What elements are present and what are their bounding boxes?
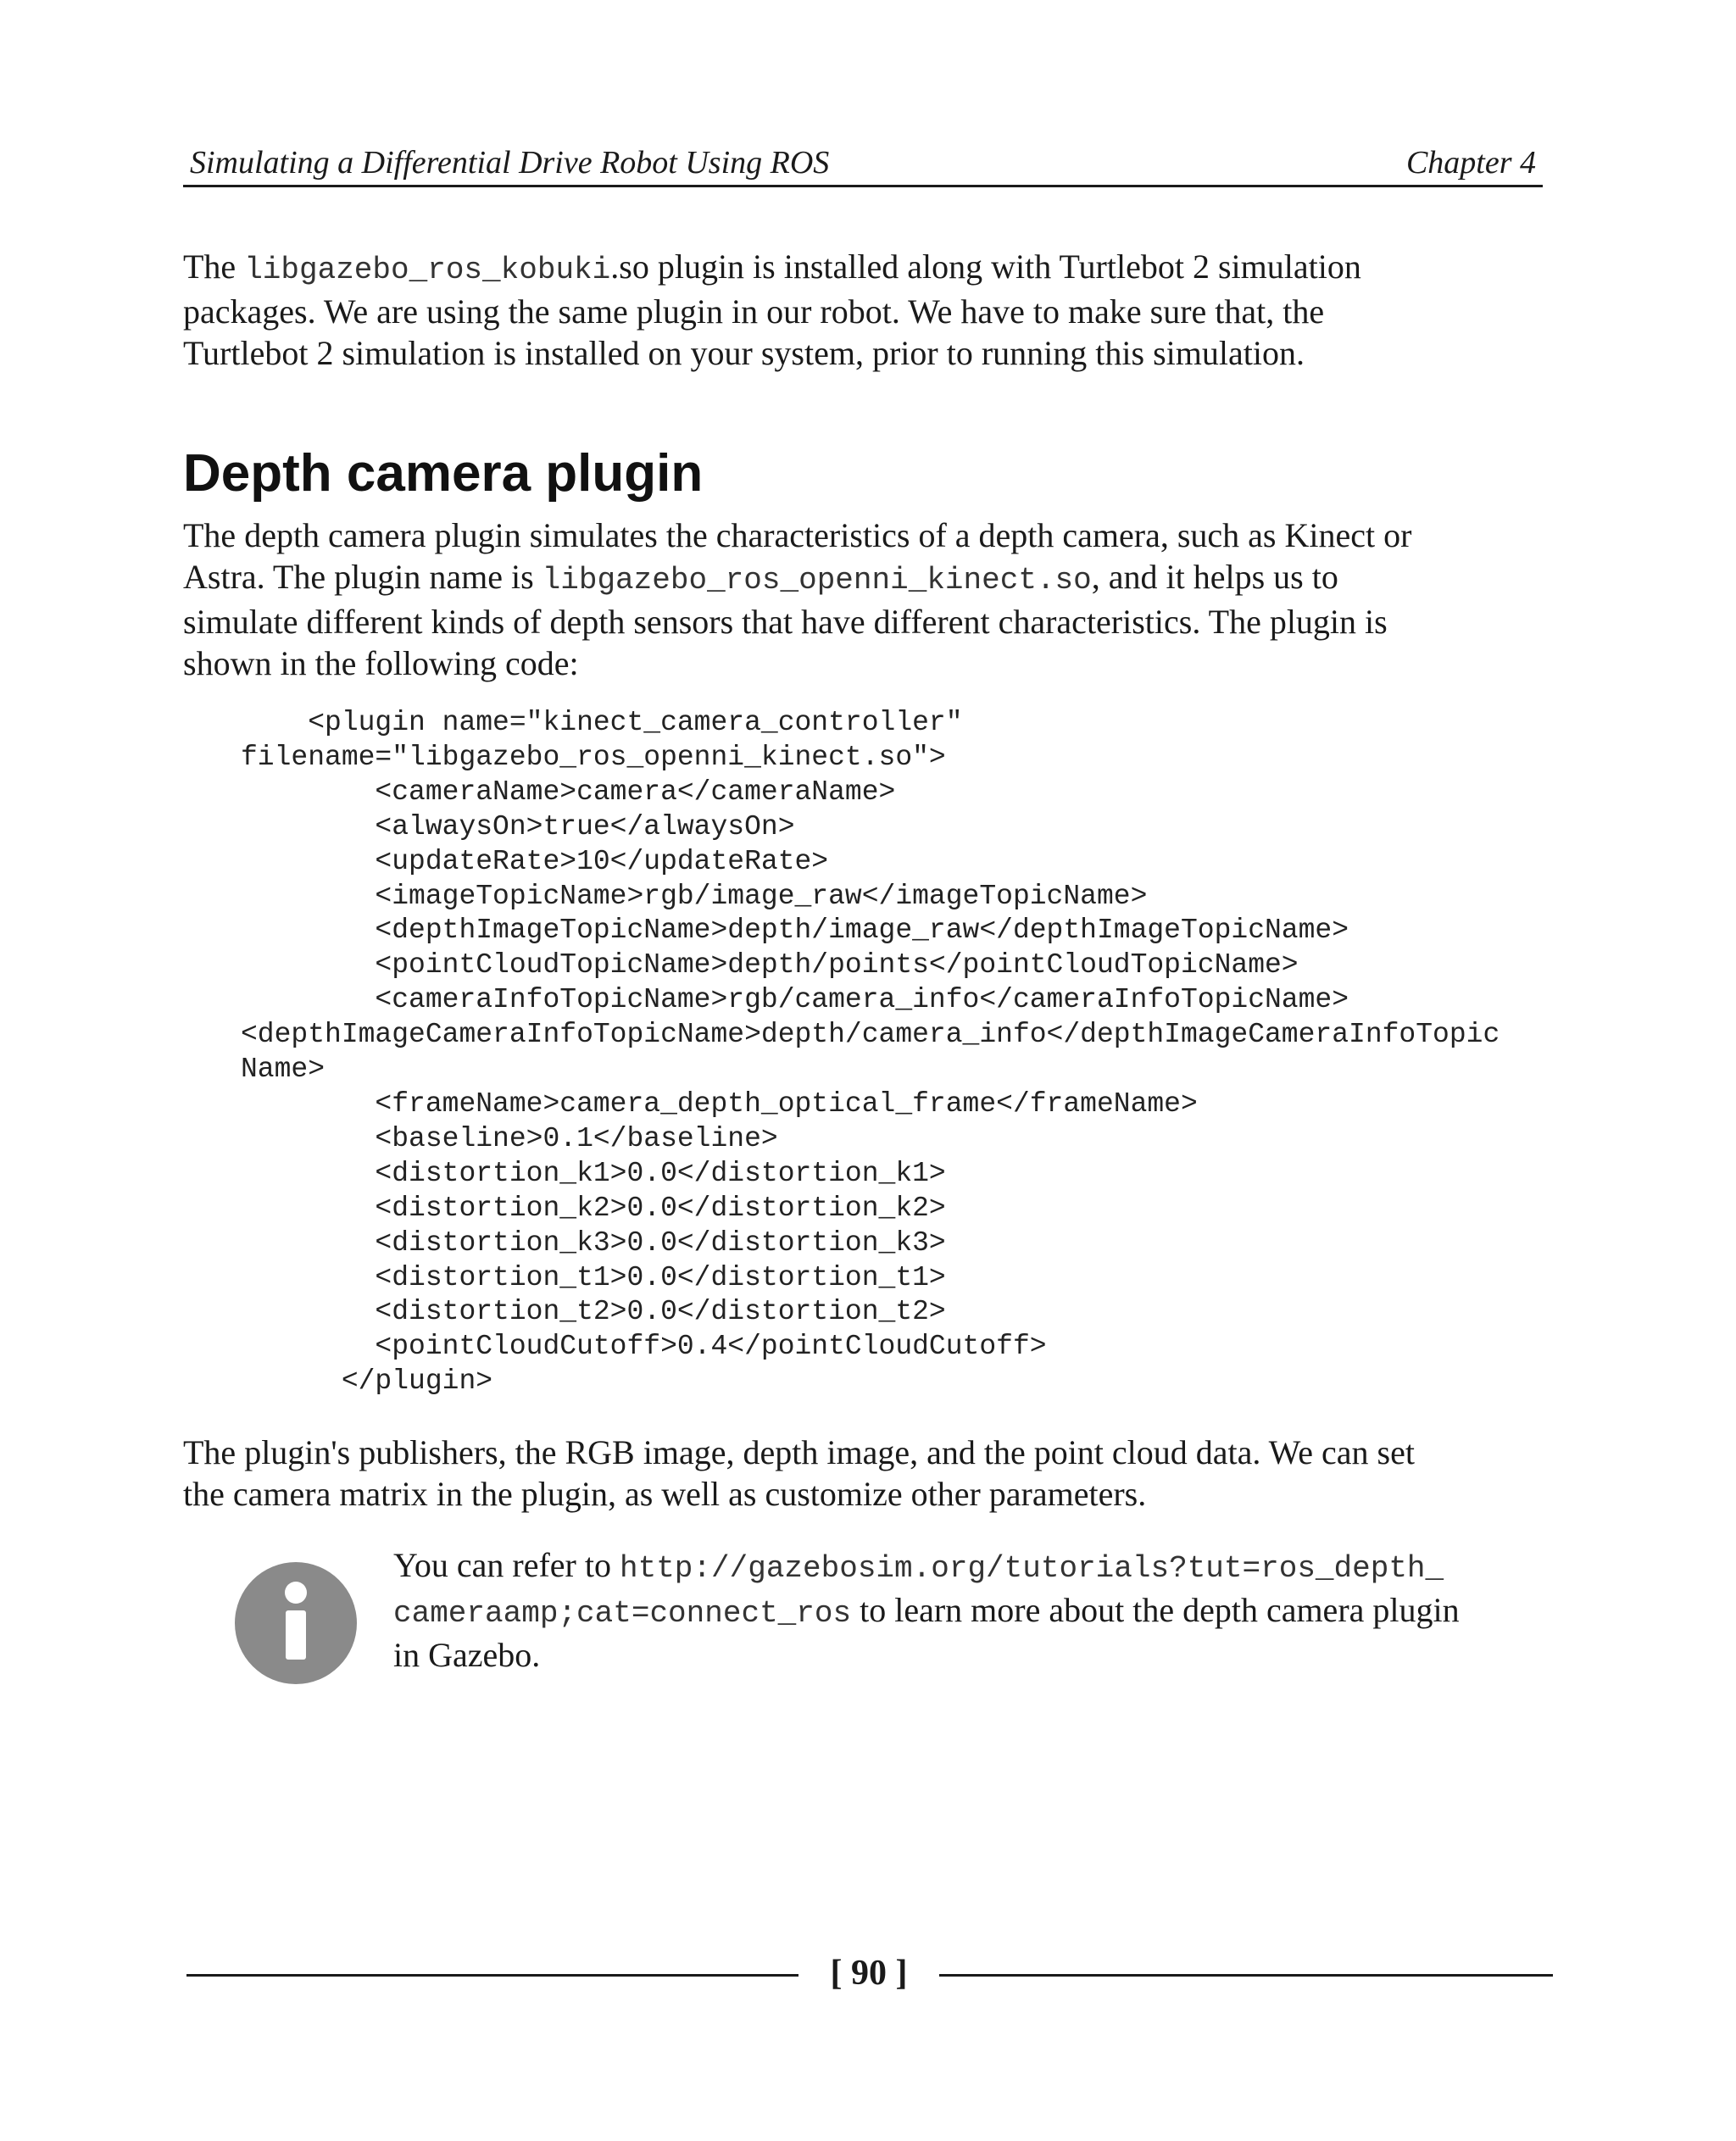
text-span: .so plugin is installed along with Turtlebot 2 simulation [610,247,1361,286]
text-span: The [183,247,245,286]
after-code-line-2: the camera matrix in the plugin, as well as customize other parameters. [183,1475,1147,1513]
running-header-chapter: Chapter 4 [1405,145,1536,181]
running-header [183,142,1543,187]
after-code-paragraph [183,1432,1556,1515]
note-line-2 [393,1589,1563,1634]
note-url-part-1[interactable]: http://gazebosim.org/tutorials?tut=ros_depth_ [619,1551,1444,1586]
section-heading: Depth camera plugin [183,444,704,503]
footer-rule-right [939,1974,1553,1977]
text-span: to learn more about the depth camera plugin [851,1591,1460,1629]
text-span: Astra. The plugin name is [183,558,542,596]
info-icon [235,1562,357,1684]
note-line-3: in Gazebo. [393,1636,541,1674]
code-block: <plugin name="kinect_camera_controller" filename="libgazebo_ros_openni_kinect.so"> <cameraName>camera</cameraName> <alwaysOn>true</alwaysOn> <updateRate>10</updateRate> <imageTopicName>rgb/image_raw</imageTopicName> <depthImageTopicName>depth/image_raw</depthImageTopicName> <pointCloudTopicName>depth/points</pointCloudTopicName> <cameraInfoTopicName>rgb/camera_info</cameraInfoTopicName> <depthImageCameraInfoTopicName>depth/camera_info</depthImageCameraInfoTopic Name> <frameName>camera_depth_optical_frame</frameName> <baseline>0.1</baseline> <distortion_k1>0.0</distortion_k1> <distortion_k2>0.0</distortion_k2> <distortion_k3>0.0</distortion_k3> <distortion_t1>0.0</distortion_t1> <distortion_t2>0.0</distortion_t2> <pointCloudCutoff>0.4</pointCloudCutoff> </plugin> [241,707,1500,1398]
inline-code: libgazebo_ros_kobuki [244,253,611,287]
section-line-2 [183,556,1556,601]
text-span: , and it helps us to [1091,558,1338,596]
intro-line-1 [183,246,1556,291]
note-url-part-2[interactable]: cameraamp;cat=connect_ros [393,1596,852,1631]
text-span: You can refer to [393,1546,620,1584]
note-line-1 [393,1544,1563,1589]
footer-rule-left [186,1974,798,1977]
running-header-title: Simulating a Differential Drive Robot Using ROS [190,145,830,181]
section-paragraph [183,514,1556,684]
intro-paragraph [183,246,1556,374]
section-line-3: simulate different kinds of depth sensors that have different characteristics. The plugin is [183,603,1388,641]
section-line-1: The depth camera plugin simulates the characteristics of a depth camera, such as Kinect or [183,516,1412,554]
section-line-4: shown in the following code: [183,644,579,682]
intro-line-3: Turtlebot 2 simulation is installed on your system, prior to running this simulation. [183,334,1305,372]
inline-code: libgazebo_ros_openni_kinect.so [542,563,1092,598]
info-note [393,1544,1563,1676]
page-number: [ 90 ] [830,1954,908,1993]
after-code-line-1: The plugin's publishers, the RGB image, depth image, and the point cloud data. We can set [183,1433,1415,1471]
intro-line-2: packages. We are using the same plugin in our robot. We have to make sure that, the [183,292,1325,331]
